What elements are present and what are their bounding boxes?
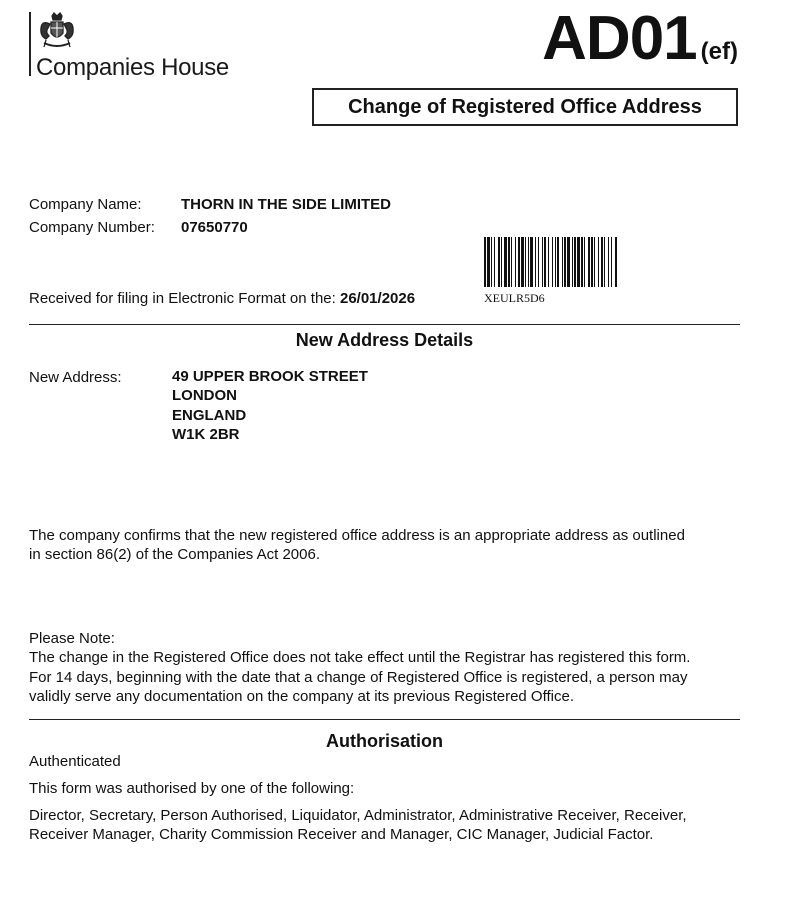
authorisation-intro: This form was authorised by one of the following: xyxy=(29,780,355,797)
authorised-roles xyxy=(29,806,759,845)
company-name-label: Company Name: xyxy=(29,196,142,213)
received-line xyxy=(29,290,415,307)
company-name: THORN IN THE SIDE LIMITED xyxy=(181,196,391,213)
authorisation-heading: Authorisation xyxy=(326,731,443,751)
divider-bottom xyxy=(29,719,740,720)
organisation-name: Companies House xyxy=(36,54,229,81)
new-address-lines xyxy=(172,367,368,444)
received-date: 26/01/2026 xyxy=(339,290,416,307)
royal-coat-of-arms-icon xyxy=(36,12,78,52)
received-label: Received for filing in Electronic Format on the: xyxy=(29,290,336,307)
address-line: 49 UPPER BROOK STREET xyxy=(172,368,368,385)
form-code xyxy=(542,4,738,73)
address-line: LONDON xyxy=(172,387,237,405)
company-number: 07650770 xyxy=(181,219,248,236)
confirmation-line: in section 86(2) of the Companies Act 2006. xyxy=(29,546,321,564)
barcode-text: XEULR5D6 xyxy=(484,291,545,305)
note-title: Please Note: xyxy=(29,630,115,647)
confirmation-line: The company confirms that the new registered office address is an appropriate address as outlined xyxy=(29,527,685,544)
authorisation-status: Authenticated xyxy=(29,753,121,770)
note-line: For 14 days, beginning with the date that a change of Registered Office is registered, a person may xyxy=(29,668,688,686)
address-line: ENGLAND xyxy=(172,406,247,424)
barcode-icon xyxy=(484,237,734,287)
please-note xyxy=(29,629,759,706)
confirmation-statement xyxy=(29,526,759,565)
address-line: W1K 2BR xyxy=(172,425,240,443)
form-title: Change of Registered Office Address xyxy=(312,88,738,126)
new-address-heading: New Address Details xyxy=(295,330,474,350)
form-code-suffix: (ef) xyxy=(700,38,738,65)
form-code-main: AD01 xyxy=(542,4,697,73)
divider-top xyxy=(29,324,740,325)
roles-line: Director, Secretary, Person Authorised, Liquidator, Administrator, Administrative Receiver, Receiver, xyxy=(29,807,687,824)
note-line: The change in the Registered Office does not take effect until the Registrar has registered this form. xyxy=(29,649,691,667)
note-line: validly serve any documentation on the company at its previous Registered Office. xyxy=(29,687,575,705)
logo-divider xyxy=(29,12,31,76)
new-address-label: New Address: xyxy=(29,369,122,386)
company-number-label: Company Number: xyxy=(29,219,155,236)
roles-line: Receiver Manager, Charity Commission Receiver and Manager, CIC Manager, Judicial Factor. xyxy=(29,826,654,844)
